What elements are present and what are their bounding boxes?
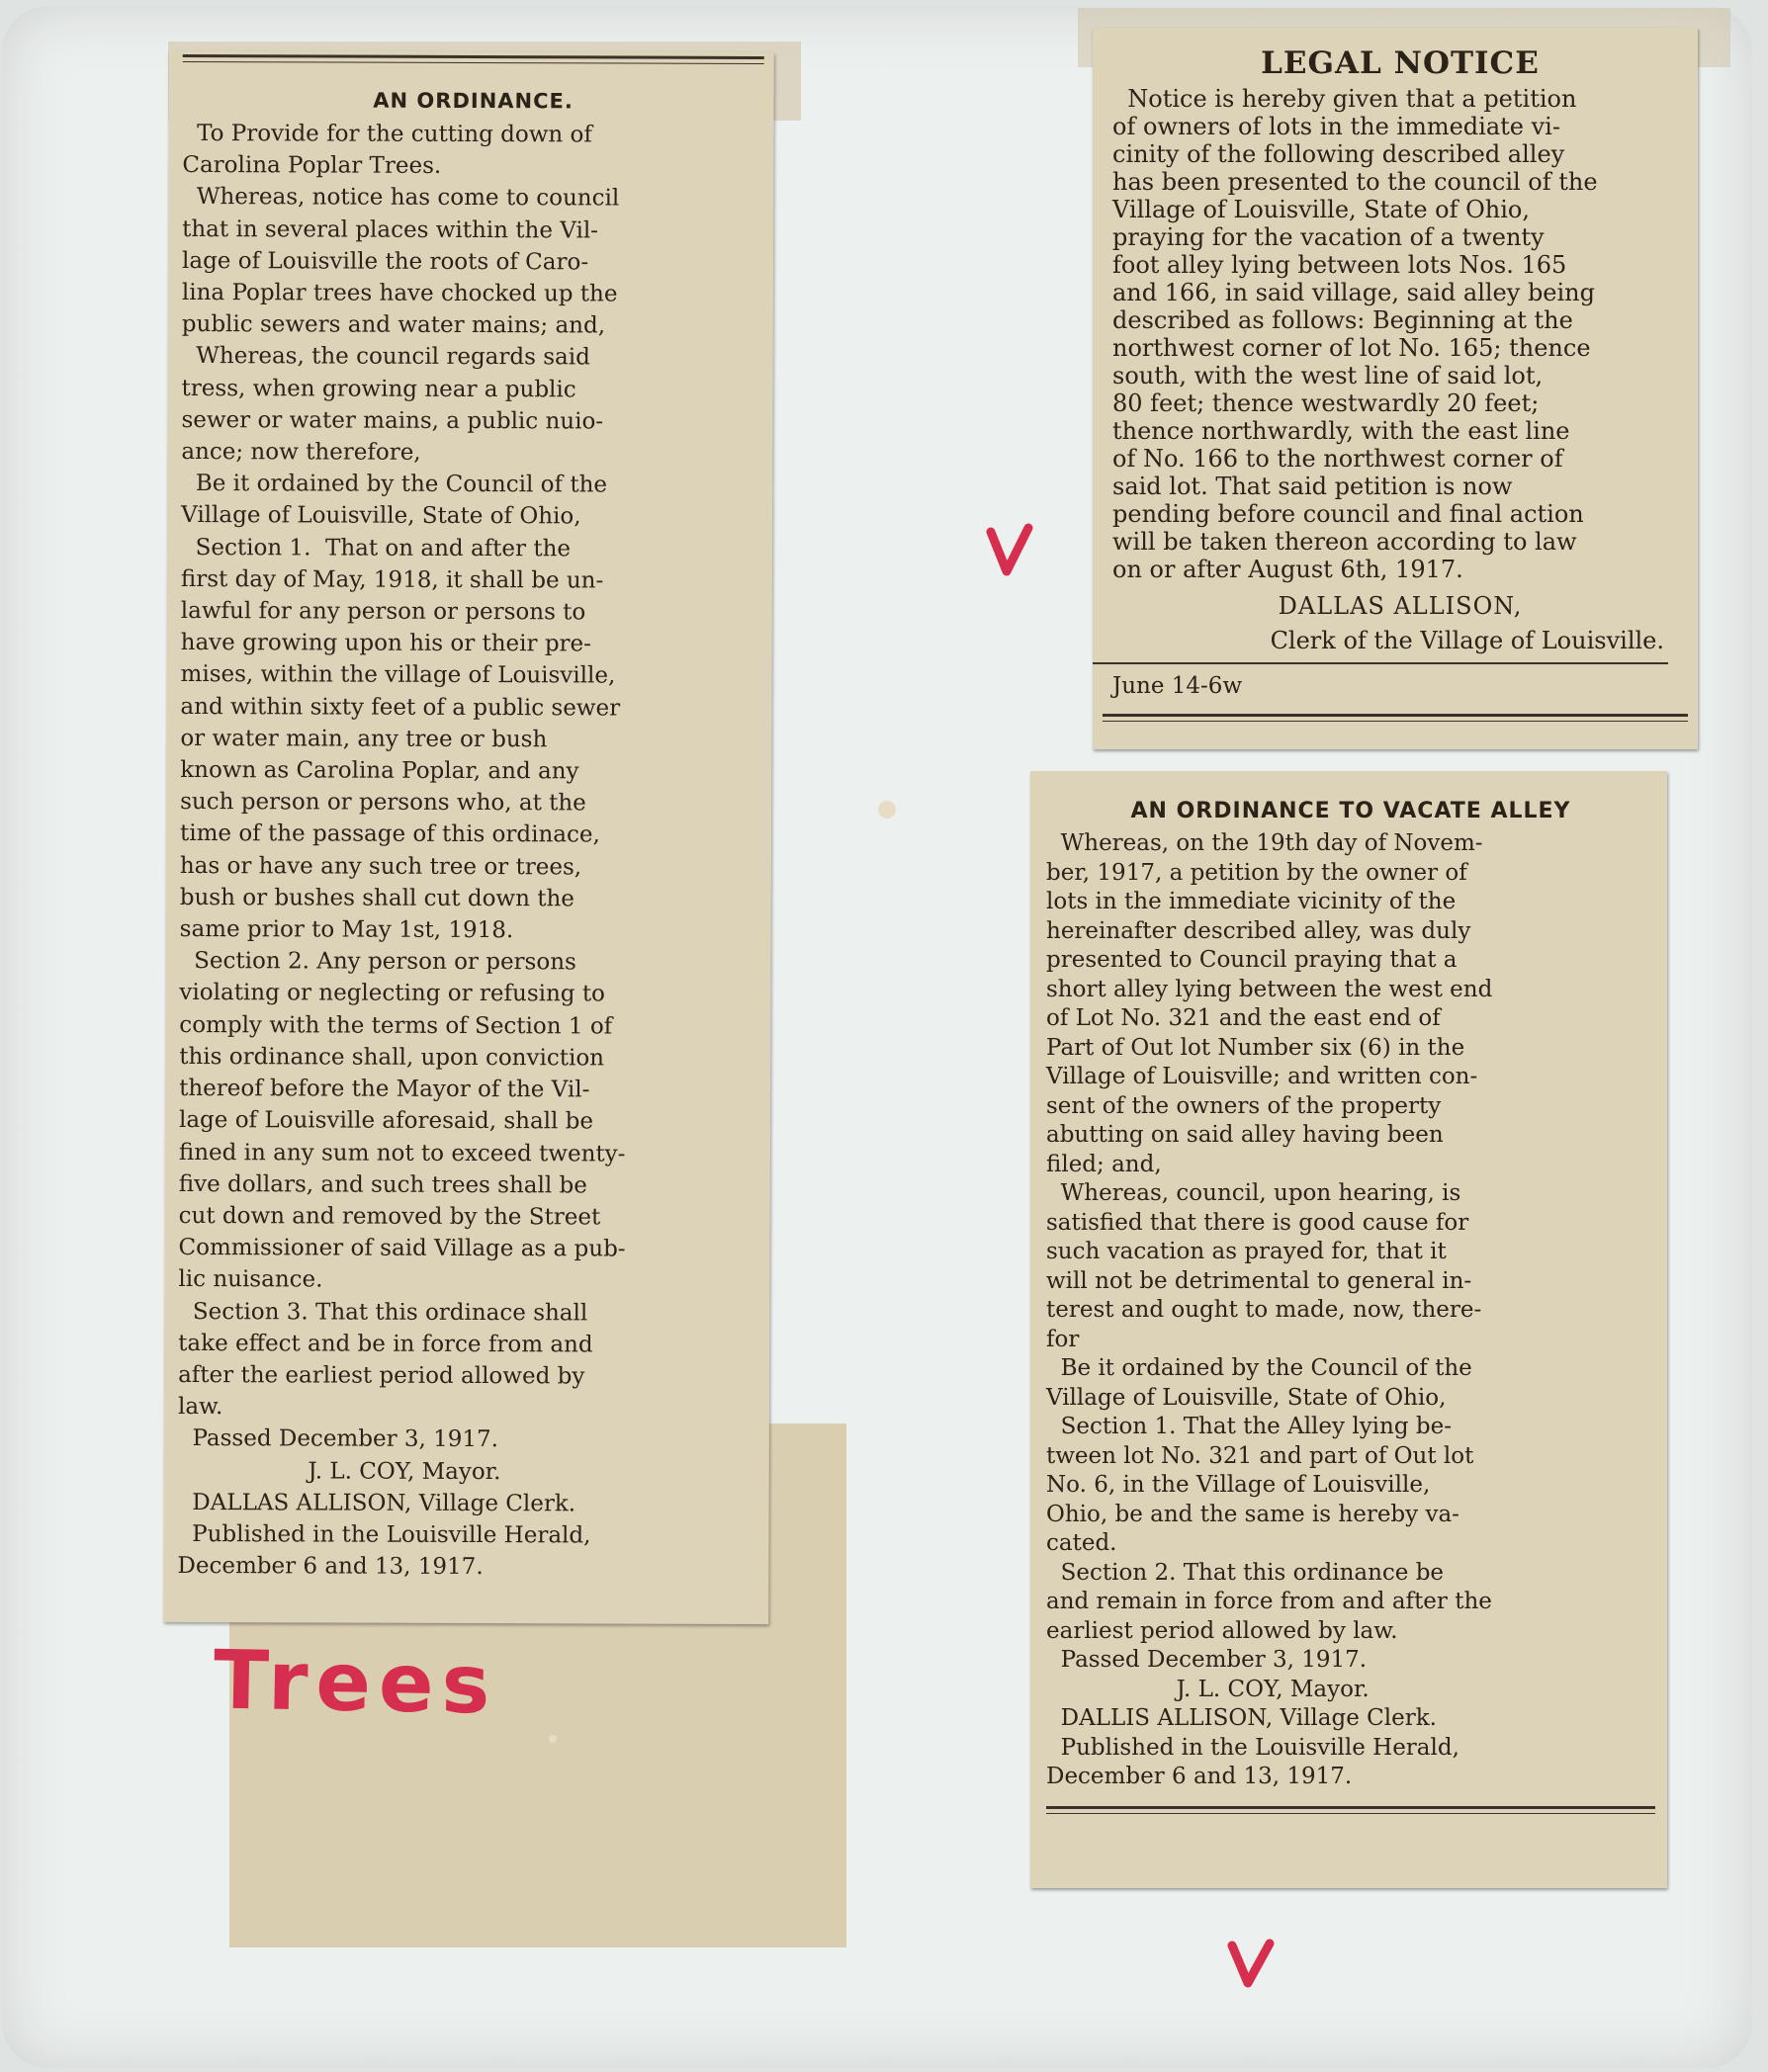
- vacate-alley-heading: AN ORDINANCE TO VACATE ALLEY: [1130, 799, 1571, 823]
- text-line: sent of the owners of the property: [1046, 1092, 1442, 1119]
- text-line: lage of Louisville aforesaid, shall be: [178, 1107, 594, 1135]
- text-line: mises, within the village of Louisville,: [180, 661, 616, 689]
- text-line: Section 3. That this ordinace shall: [178, 1298, 588, 1326]
- text-line: Ohio, be and the same is hereby va-: [1046, 1501, 1459, 1527]
- text-line: comply with the terms of Section 1 of: [179, 1011, 613, 1040]
- text-line: satisfied that there is good cause for: [1046, 1209, 1469, 1236]
- text-line: law.: [177, 1394, 223, 1421]
- text-line: such vacation as prayed for, that it: [1046, 1239, 1447, 1264]
- text-line: lina Poplar trees have chocked up the: [181, 279, 618, 307]
- check-mark-icon: [985, 522, 1034, 581]
- text-line: said lot. That said petition is now: [1112, 473, 1513, 500]
- text-line: DALLIS ALLISON, Village Clerk.: [1046, 1705, 1437, 1731]
- clipping-ordinance-poplar-trees: [163, 50, 774, 1624]
- text-line: has been presented to the council of the: [1112, 168, 1598, 196]
- text-line: thence northwardly, with the east line: [1112, 417, 1570, 445]
- text-line: Section 2. That this ordinance be: [1046, 1559, 1445, 1586]
- text-line: lage of Louisville the roots of Caro-: [181, 247, 589, 276]
- text-line: has or have any such tree or trees,: [179, 852, 582, 881]
- check-mark-icon: [1226, 1938, 1276, 1991]
- text-line: Whereas, council, upon hearing, is: [1046, 1180, 1461, 1206]
- text-line: fined in any sum not to exceed twenty-: [178, 1139, 626, 1167]
- text-line: of Lot No. 321 and the east end of: [1046, 1005, 1441, 1031]
- text-line: same prior to May 1st, 1918.: [179, 916, 514, 944]
- text-line: Be it ordained by the Council of the: [181, 471, 608, 498]
- text-line: Whereas, the council regards said: [181, 343, 590, 371]
- legal-notice-signature-title: Clerk of the Village of Louisville.: [1270, 627, 1664, 654]
- text-line: will not be detrimental to general in-: [1046, 1267, 1472, 1294]
- text-line: of No. 166 to the northwest corner of: [1112, 445, 1563, 473]
- text-line: have growing upon his or their pre-: [180, 630, 592, 657]
- legal-notice-dateline: June 14-6w: [1112, 673, 1243, 699]
- text-line: Published in the Louisville Herald,: [177, 1520, 591, 1549]
- text-line: this ordinance shall, upon conviction: [179, 1043, 605, 1072]
- text-line: Passed December 3, 1917.: [177, 1425, 499, 1453]
- text-line: and 166, in said village, said alley being: [1112, 279, 1596, 306]
- text-line: ber, 1917, a petition by the owner of: [1046, 859, 1467, 886]
- text-line: thereof before the Mayor of the Vil-: [179, 1076, 590, 1103]
- text-line: or water main, any tree or bush: [180, 725, 548, 753]
- text-line: Whereas, notice has come to council: [182, 184, 620, 212]
- text-line: sewer or water mains, a public nuio-: [181, 406, 604, 435]
- text-line: December 6 and 13, 1917.: [1046, 1764, 1353, 1789]
- text-line: praying for the vacation of a twenty: [1112, 223, 1545, 251]
- text-line: such person or persons who, at the: [180, 789, 586, 817]
- text-line: on or after August 6th, 1917.: [1112, 556, 1463, 583]
- text-line: 80 feet; thence westwardly 20 feet;: [1112, 389, 1540, 417]
- text-line: tress, when growing near a public: [181, 375, 576, 403]
- vacate-alley-body: [1046, 829, 1655, 1792]
- text-line: Section 1. That the Alley lying be-: [1046, 1414, 1452, 1439]
- text-line: To Provide for the cutting down of: [182, 120, 592, 148]
- text-line: bush or bushes shall cut down the: [179, 884, 575, 912]
- bottom-rule: [1046, 1806, 1655, 1814]
- text-line: DALLAS ALLISON, Village Clerk.: [177, 1489, 576, 1517]
- text-line: take effect and be in force from and: [178, 1330, 593, 1358]
- legal-notice-body: [1112, 85, 1688, 583]
- text-line: cut down and removed by the Street: [178, 1202, 601, 1231]
- text-line: for: [1046, 1326, 1080, 1352]
- text-line: Village of Louisville; and written con-: [1046, 1064, 1478, 1089]
- text-line: of owners of lots in the immediate vi-: [1112, 113, 1560, 140]
- text-line: Part of Out lot Number six (6) in the: [1046, 1034, 1465, 1061]
- text-line: known as Carolina Poplar, and any: [180, 757, 579, 785]
- text-line: that in several places within the Vil-: [182, 216, 599, 244]
- text-line: described as follows: Beginning at the: [1112, 306, 1573, 334]
- clipping-legal-notice: [1093, 28, 1698, 749]
- text-line: after the earliest period allowed by: [178, 1361, 585, 1390]
- text-line: J. L. COY, Mayor.: [177, 1457, 501, 1485]
- text-line: Notice is hereby given that a petition: [1112, 85, 1577, 113]
- text-line: No. 6, in the Village of Louisville,: [1046, 1472, 1431, 1498]
- paper-speck: [878, 801, 896, 819]
- text-line: earliest period allowed by law.: [1046, 1617, 1398, 1644]
- text-line: Section 1. That on and after the: [180, 534, 572, 561]
- text-line: south, with the west line of said lot,: [1112, 362, 1544, 389]
- text-line: and remain in force from and after the: [1046, 1589, 1492, 1614]
- text-line: filed; and,: [1046, 1151, 1162, 1177]
- text-line: cated.: [1046, 1530, 1117, 1556]
- clipping-ordinance-vacate-alley: [1030, 771, 1667, 1888]
- text-line: Village of Louisville, State of Ohio,: [1112, 196, 1531, 223]
- text-line: lawful for any person or persons to: [180, 598, 586, 626]
- text-line: lic nuisance.: [178, 1266, 323, 1293]
- text-line: hereinafter described alley, was duly: [1046, 917, 1471, 944]
- text-line: lots in the immediate vicinity of the: [1046, 889, 1457, 914]
- text-line: foot alley lying between lots Nos. 165: [1112, 251, 1567, 279]
- text-line: short alley lying between the west end: [1046, 976, 1493, 1002]
- text-line: terest and ought to made, now, there-: [1046, 1297, 1482, 1323]
- text-line: pending before council and final action: [1112, 500, 1584, 528]
- text-line: time of the passage of this ordinace,: [179, 820, 600, 848]
- text-line: violating or neglecting or refusing to: [179, 980, 605, 1007]
- legal-notice-signature: DALLAS ALLISON,: [1278, 592, 1523, 620]
- text-line: cinity of the following described alley: [1112, 140, 1565, 168]
- handwritten-trees-label: Trees: [213, 1633, 499, 1733]
- text-line: Be it ordained by the Council of the: [1046, 1355, 1472, 1381]
- text-line: Published in the Louisville Herald,: [1046, 1734, 1459, 1761]
- text-line: ance; now therefore,: [181, 439, 421, 466]
- text-line: Village of Louisville, State of Ohio,: [181, 502, 581, 530]
- text-line: Section 2. Any person or persons: [179, 948, 576, 976]
- text-line: will be taken thereon according to law: [1112, 528, 1577, 556]
- top-rule: [183, 54, 764, 64]
- text-line: presented to Council praying that a: [1046, 947, 1458, 973]
- text-line: public sewers and water mains; and,: [181, 311, 606, 339]
- text-line: tween lot No. 321 and part of Out lot: [1046, 1442, 1474, 1469]
- legal-notice-heading: LEGAL NOTICE: [1261, 45, 1540, 81]
- text-line: first day of May, 1918, it shall be un-: [180, 565, 604, 594]
- ordinance-body: [177, 118, 763, 1584]
- bottom-rule: [1103, 714, 1688, 722]
- text-line: Commissioner of said Village as a pub-: [178, 1235, 626, 1262]
- text-line: abutting on said alley having been: [1046, 1122, 1444, 1148]
- text-line: and within sixty feet of a public sewer: [180, 693, 621, 722]
- paper-speck: [549, 1735, 557, 1743]
- ordinance-heading: AN ORDINANCE.: [373, 88, 574, 114]
- text-line: December 6 and 13, 1917.: [177, 1553, 484, 1581]
- text-line: J. L. COY, Mayor.: [1046, 1676, 1370, 1702]
- text-line: Carolina Poplar Trees.: [182, 152, 442, 180]
- text-line: Village of Louisville, State of Ohio,: [1046, 1384, 1447, 1411]
- text-line: Passed December 3, 1917.: [1046, 1647, 1368, 1673]
- text-line: northwest corner of lot No. 165; thence: [1112, 334, 1591, 362]
- text-line: five dollars, and such trees shall be: [178, 1170, 587, 1199]
- text-line: Whereas, on the 19th day of Novem-: [1046, 830, 1483, 856]
